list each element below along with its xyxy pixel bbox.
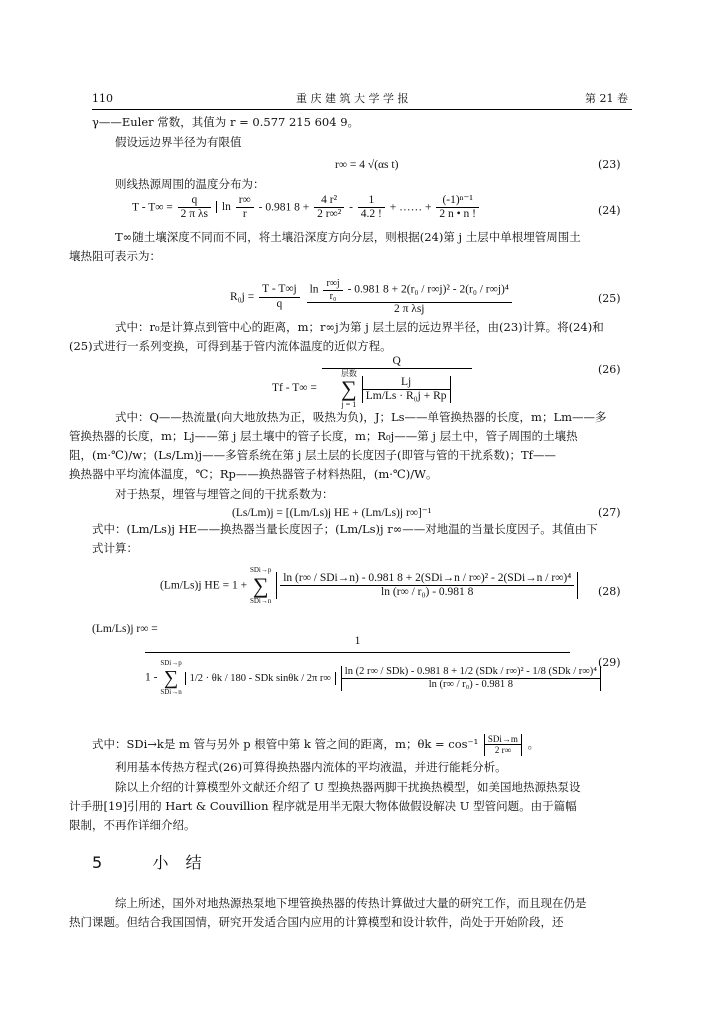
eq25-frac-left: $\frac{T - T\infty j}{q}$ [259,283,300,310]
summary-line-2: 热门课题。但结合我国国情，研究开发适合国内应用的计算模型和设计软件，尚处于开始阶段，还 [69,915,564,929]
eq24-dots: + …… + [389,201,432,214]
section-title: 小 结 [152,853,208,872]
where1-paragraph [69,318,632,356]
eq28-frac: $\frac{\text{ln (r∞ / SDi→n) - 0.981 8 + 2(SDi→n / r∞)² - 2(SDi→n / r∞)⁴}}{\text{ln (r∞ / r₀) - 0.981 8}}$ [276,572,578,599]
summary-line-1: 综上所述，国外对地热源热泵地下埋管换热器的传热计算做过大量的研究工作，而且现在仍是 [115,896,587,910]
other-line-3: 限制，不再作详细介绍。 [69,818,196,832]
eq24-frac-q: $\frac{q}{\text{2 π λs}}$ [178,194,211,221]
eq24-frac-r: $\frac{r\infty}{r}$ [236,194,254,221]
where3-line-2: 式计算： [92,541,138,555]
equation-24 [132,194,481,221]
where1-line-2: (25)式进行一系列变换，可得到基于管内流体温度的近似方程。 [69,339,392,353]
eq29-denominator [145,652,597,697]
header-rule [92,109,632,110]
where2-paragraph [69,408,632,484]
where3-paragraph [92,520,632,558]
eq25-frac-main: ln $\frac{r\infty j}{\text{r₀}}$ - 0.981 8 + 2(r₀ / r∞j)² - 2(r₀ / r∞j)⁴ 2 π λsj [307,278,512,316]
eq26-lhs: Tf - T∞ = [272,381,317,394]
journal-title: 重 庆 建 筑 大 学 学 报 [296,92,409,105]
soil-paragraph [69,228,632,266]
equation-26-number: (26) [598,363,621,376]
summary-paragraph [69,894,632,932]
equation-27-number: (27) [598,506,621,519]
other-paragraph [69,778,632,835]
eq29-sum: SDi→p ∑ SDi→n [160,659,182,697]
page-number: 110 [92,92,113,105]
eq25-lhs: R₀j = [230,290,255,303]
eq29-one: 1 [354,635,361,647]
equation-25-number: (25) [598,292,621,305]
eq24-minus: - [349,201,353,214]
temp-dist-line: 则线热源周围的温度分布为： [115,177,265,191]
where4-line: 式中：SDi→k是 m 管与另外 p 根管中第 k 管之间的距离，m；θk = cos⁻¹ $\frac{\text{SDi→m}}{2 r\infty}$ 。 [92,734,540,756]
equation-28 [160,566,580,606]
where1-line-1: 式中：r₀是计算点到管中心的距离，m；r∞j为第 j 层土层的远边界半径，由(23)计算。将(24)和 [115,320,604,334]
equation-26 [272,355,474,410]
equation-28-number: (28) [598,585,621,598]
eq28-lhs: (Lm/Ls)j HE = 1 + [160,579,248,592]
where3-line-1: 式中：(Lm/Ls)j HE——换热器当量长度因子；(Lm/Ls)j r∞——对地温的当量长度因子。其值由下 [92,522,598,536]
equation-29 [145,634,597,697]
other-line-2: 计手册[19]引用的 Hart & Couvillion 程序就是用半无限大物体做假设解决 U 型管问题。由于篇幅 [69,799,577,813]
equation-25 [230,278,514,316]
euler-line: γ——Euler 常数，其值为 r = 0.577 215 604 9。 [92,115,360,129]
eq24-frac-1: $\frac{\text{4 r²}}{\text{2 r∞²}}$ [314,194,344,221]
equation-23: r∞ = 4 √(αs t) [335,159,399,171]
section-number: 5 [92,853,109,872]
eq29-front: 1 - [145,671,158,684]
equation-29-number: (29) [598,656,621,669]
basic-eq-line: 利用基本传热方程式(26)可算得换热器内流体的平均液温，并进行能耗分析。 [115,760,507,774]
assume-line: 假设远边界半径为有限值 [115,135,242,149]
theta-frac: $\frac{\text{SDi→m}}{2 r\infty}$ [484,734,522,756]
other-line-1: 除以上介绍的计算模型外文献还介绍了 U 型换热器两脚干扰换热模型，如美国地热源热泵设 [115,780,581,794]
interference-line: 对于热泵，埋管与埋管之间的干扰系数为： [115,487,334,501]
equation-29-lhs: (Lm/Ls)j r∞ = [92,623,158,635]
soil-line-1: T∞随土壤深度不同而不同，将土壤沿深度方向分层，则根据(24)第 j 土层中单根埋管周围土 [115,230,581,244]
eq24-lhs: T - T∞ = [132,201,173,214]
eq24-const: - 0.981 8 + [258,201,310,214]
eq24-frac-3: $\frac{\text{(-1)ⁿ⁻¹}}{2 n • n !}$ [436,194,479,221]
volume-label: 第 21 卷 [585,92,628,105]
section-heading [92,853,208,873]
equation-24-number: (24) [598,204,621,217]
where4-text: 式中：SDi→k是 m 管与另外 p 根管中第 k 管之间的距离，m；θk = cos⁻¹ [92,736,479,751]
where2-line-3: 阻，(m·℃)/w；(Ls/Lm)j——多管系统在第 j 层土层的长度因子(即管与管的干扰系数)；Tf—— [69,448,556,462]
soil-line-2: 壤热阻可表示为： [69,249,161,263]
eq24-frac-2: $\frac{1}{4.2 !}$ [358,194,385,221]
where2-line-4: 换热器中平均流体温度，℃；Rp——换热器管子材料热阻，(m·℃)/W。 [69,467,438,481]
eq26-frac: Q 层数 ∑ j = 1 $\frac{Lj}{\text{Lm/Ls · R₀j + Rp}}$ [322,355,472,410]
eq24-ln: ln [216,201,231,213]
where2-line-1: 式中：Q——热流量(向大地放热为正，吸热为负)，J；Ls——单管换热器的长度，m；Lm——多 [115,410,607,424]
eq29-ratio: ln (2 r∞ / SDk) - 0.981 8 + 1/2 (SDk / r∞)² - 1/8 (SDk / r∞)⁴ ln (r∞ / r₀) - 0.981 8 [341,666,601,691]
equation-27: (Ls/Lm)j = [(Lm/Ls)j HE + (Lm/Ls)j r∞]⁻¹ [232,507,432,519]
where2-line-2: 管换热器的长度，m；Lj——第 j 层土壤中的管子长度，m；R₀j——第 j 层土中，管子周围的土壤热 [69,429,578,443]
equation-23-number: (23) [598,158,621,171]
eq28-sum: SDi→p ∑ SDi→n [249,566,272,605]
eq29-bracket: 1/2 · θk / 180 - SDk sinθk / 2π r∞ [185,672,336,685]
